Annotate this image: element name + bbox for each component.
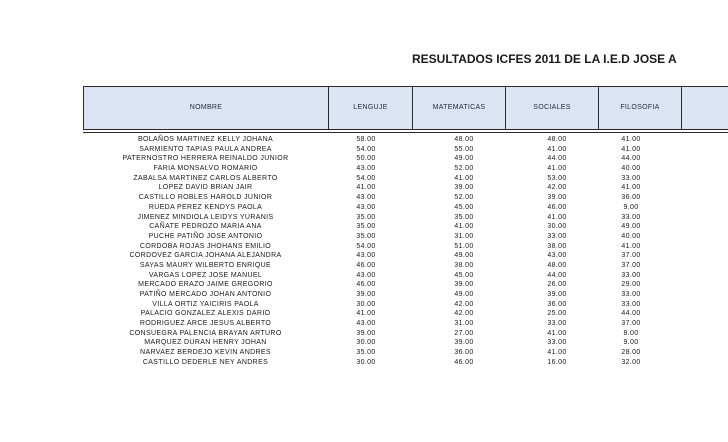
cell-lenguje: 30.00 [356,300,376,308]
cell-filosofia: 37.00 [621,252,641,260]
cell-nombre: FARIA MONSALVO ROMARIO [153,165,258,173]
cell-lenguje: 39.00 [356,329,376,337]
cell-matematicas: 45.00 [454,203,474,211]
table-row [83,319,728,329]
table-row [83,164,728,174]
cell-sociales: 33.00 [547,339,567,347]
cell-matematicas: 49.00 [454,291,474,298]
cell-filosofia: 37.00 [621,261,641,269]
cell-matematicas: 48.00 [454,136,474,143]
cell-sociales: 26.00 [547,281,567,289]
cell-nombre: RODRIGUEZ ARCE JESUS ALBERTO [139,320,272,328]
table-row [83,329,728,339]
cell-lenguje: 54.00 [356,242,376,250]
cell-filosofia: 33.00 [621,174,641,182]
cell-lenguje: 46.00 [356,261,376,269]
cell-lenguje: 41.00 [356,310,376,318]
cell-sociales: 30.00 [547,223,567,231]
table-row [83,338,728,348]
cell-nombre: BOLAÑOS MARTINEZ KELLY JOHANA [137,136,274,143]
cell-filosofia: 33.00 [621,300,641,308]
cell-sociales: 48.00 [547,261,567,269]
cell-matematicas: 31.00 [454,232,474,240]
cell-matematicas: 35.00 [454,213,474,221]
cell-sociales: 43.00 [547,252,567,260]
cell-matematicas: 49.00 [454,252,474,260]
cell-matematicas: 39.00 [454,184,474,192]
cell-lenguje: 35.00 [356,213,376,221]
cell-filosofia: 32.00 [621,358,641,366]
column-header-matematicas: MATEMATICAS [413,87,506,129]
cell-nombre: LOPEZ DAVID BRIAN JAIR [158,184,253,192]
cell-matematicas: 52.00 [454,194,474,202]
table-row [83,300,728,310]
cell-filosofia: 8.00 [623,329,639,337]
cell-lenguje: 35.00 [356,223,376,231]
cell-lenguje: 54.00 [356,174,376,182]
cell-filosofia: 49.00 [621,223,641,231]
cell-filosofia: 9.00 [623,339,639,347]
cell-nombre: PATERNOSTRO HERRERA REINALDO JUNIOR [122,155,289,163]
cell-filosofia: 41.00 [621,184,641,192]
cell-sociales: 41.00 [547,213,567,221]
column-header-filosofia: FILOSOFIA [599,87,682,129]
cell-filosofia: 37.00 [621,320,641,328]
cell-filosofia: 40.00 [621,165,641,173]
cell-sociales: 41.00 [547,329,567,337]
cell-sociales: 38.00 [547,242,567,250]
cell-sociales: 41.00 [547,145,567,153]
cell-nombre: VILLA ORTIZ YAICIRIS PAOLA [152,300,259,308]
cell-filosofia: 36.00 [621,194,641,202]
table-row [83,222,728,232]
cell-lenguje: 30.00 [356,339,376,347]
cell-filosofia: 33.00 [621,213,641,221]
cell-nombre: RUEDA PEREZ KENDYS PAOLA [148,203,263,211]
cell-lenguje: 39.00 [356,291,376,298]
cell-filosofia: 40.00 [621,232,641,240]
table-row [83,280,728,290]
cell-sociales: 41.00 [547,165,567,173]
cell-filosofia: 29.00 [621,281,641,289]
cell-nombre: NARVAEZ BERDEJO KEVIN ANDRES [140,349,271,357]
column-header-sociales: SOCIALES [506,87,599,129]
cell-nombre: CASTILLO ROBLES HAROLD JUNIOR [138,194,273,202]
table-row [83,135,728,145]
cell-nombre: PALACIO GONZALEZ ALEXIS DARIO [140,310,271,318]
cell-lenguje: 58.00 [356,136,376,143]
table-row [83,348,728,358]
cell-nombre: CORDOVEZ GARCIA JOHANA ALEJANDRA [129,252,282,260]
cell-nombre: MARQUEZ DURAN HENRY JOHAN [144,339,267,347]
cell-filosofia: 33.00 [621,271,641,279]
cell-filosofia: 44.00 [621,155,641,163]
cell-nombre: CASTILLO DEDERLE NEY ANDRES [142,358,269,366]
cell-lenguje: 43.00 [356,165,376,173]
cell-lenguje: 43.00 [356,271,376,279]
cell-matematicas: 55.00 [454,145,474,153]
table-header-row [83,86,728,130]
cell-sociales: 33.00 [547,232,567,240]
table-row [83,174,728,184]
cell-lenguje: 35.00 [356,232,376,240]
header-divider [83,132,728,133]
cell-matematicas: 38.00 [454,261,474,269]
table-row [83,193,728,203]
cell-matematicas: 27.00 [454,329,474,337]
cell-filosofia: 33.00 [621,291,641,298]
cell-lenguje: 43.00 [356,203,376,211]
cell-nombre: SARMIENTO TAPIAS PAULA ANDREA [139,145,272,153]
cell-filosofia: 41.00 [621,145,641,153]
cell-filosofia: 44.00 [621,310,641,318]
table-row [83,242,728,252]
table-body [83,135,728,368]
cell-nombre: VARGAS LOPEZ JOSE MANUEL [148,271,263,279]
cell-sociales: 25.00 [547,310,567,318]
table-row [83,261,728,271]
column-header-nombre: NOMBRE [84,87,329,129]
cell-filosofia: 41.00 [621,136,641,143]
cell-lenguje: 43.00 [356,194,376,202]
cell-sociales: 46.00 [547,203,567,211]
cell-matematicas: 42.00 [454,310,474,318]
cell-lenguje: 50.00 [356,155,376,163]
cell-matematicas: 42.00 [454,300,474,308]
table-row [83,183,728,193]
table-row [83,213,728,223]
table-row [83,203,728,213]
cell-sociales: 48.00 [547,136,567,143]
table-row [83,251,728,261]
table-row [83,154,728,164]
cell-matematicas: 36.00 [454,349,474,357]
cell-sociales: 44.00 [547,155,567,163]
cell-matematicas: 41.00 [454,223,474,231]
cell-nombre: SAYAS MAURY WILBERTO ENRIQUE [139,261,272,269]
results-table [83,86,728,442]
cell-lenguje: 30.00 [356,358,376,366]
cell-matematicas: 46.00 [454,358,474,366]
cell-matematicas: 39.00 [454,281,474,289]
cell-sociales: 39.00 [547,291,567,298]
table-row [83,232,728,242]
cell-sociales: 42.00 [547,184,567,192]
cell-sociales: 33.00 [547,320,567,328]
cell-lenguje: 54.00 [356,145,376,153]
cell-sociales: 16.00 [547,358,567,366]
table-row [83,358,728,368]
cell-matematicas: 31.00 [454,320,474,328]
cell-lenguje: 46.00 [356,281,376,289]
cell-filosofia: 28.00 [621,349,641,357]
cell-sociales: 36.00 [547,300,567,308]
table-row [83,309,728,319]
cell-sociales: 44.00 [547,271,567,279]
cell-sociales: 53.00 [547,174,567,182]
cell-nombre: PUCHE PATIÑO JOSE ANTONIO [148,232,263,240]
cell-nombre: ZABALSA MARTINEZ CARLOS ALBERTO [133,174,278,182]
cell-matematicas: 41.00 [454,174,474,182]
cell-lenguje: 35.00 [356,349,376,357]
cell-filosofia: 9.00 [623,203,639,211]
cell-sociales: 39.00 [547,194,567,202]
cell-lenguje: 43.00 [356,252,376,260]
cell-matematicas: 52.00 [454,165,474,173]
cell-matematicas: 51.00 [454,242,474,250]
table-row [83,290,728,300]
column-header-lenguje: LENGUJE [329,87,413,129]
cell-matematicas: 45.00 [454,271,474,279]
cell-nombre: PATIÑO MERCADO JOHAN ANTONIO [139,291,272,298]
cell-nombre: JIMENEZ MINDIOLA LEIDYS YURANIS [137,213,274,221]
cell-lenguje: 43.00 [356,320,376,328]
cell-sociales: 41.00 [547,349,567,357]
cell-nombre: CORDOBA ROJAS JHOHANS EMILIO [139,242,272,250]
cell-nombre: CONSUEGRA PALENCIA BRAYAN ARTURO [129,329,282,337]
page-title: RESULTADOS ICFES 2011 DE LA I.E.D JOSE A [412,52,677,66]
table-row [83,145,728,155]
cell-filosofia: 41.00 [621,242,641,250]
cell-lenguje: 41.00 [356,184,376,192]
cell-nombre: MERCADO ERAZO JAIME GREGORIO [138,281,273,289]
cell-nombre: CAÑATE PEDROZO MARIA ANA [149,223,262,231]
cell-matematicas: 49.00 [454,155,474,163]
table-row [83,271,728,281]
cell-matematicas: 39.00 [454,339,474,347]
